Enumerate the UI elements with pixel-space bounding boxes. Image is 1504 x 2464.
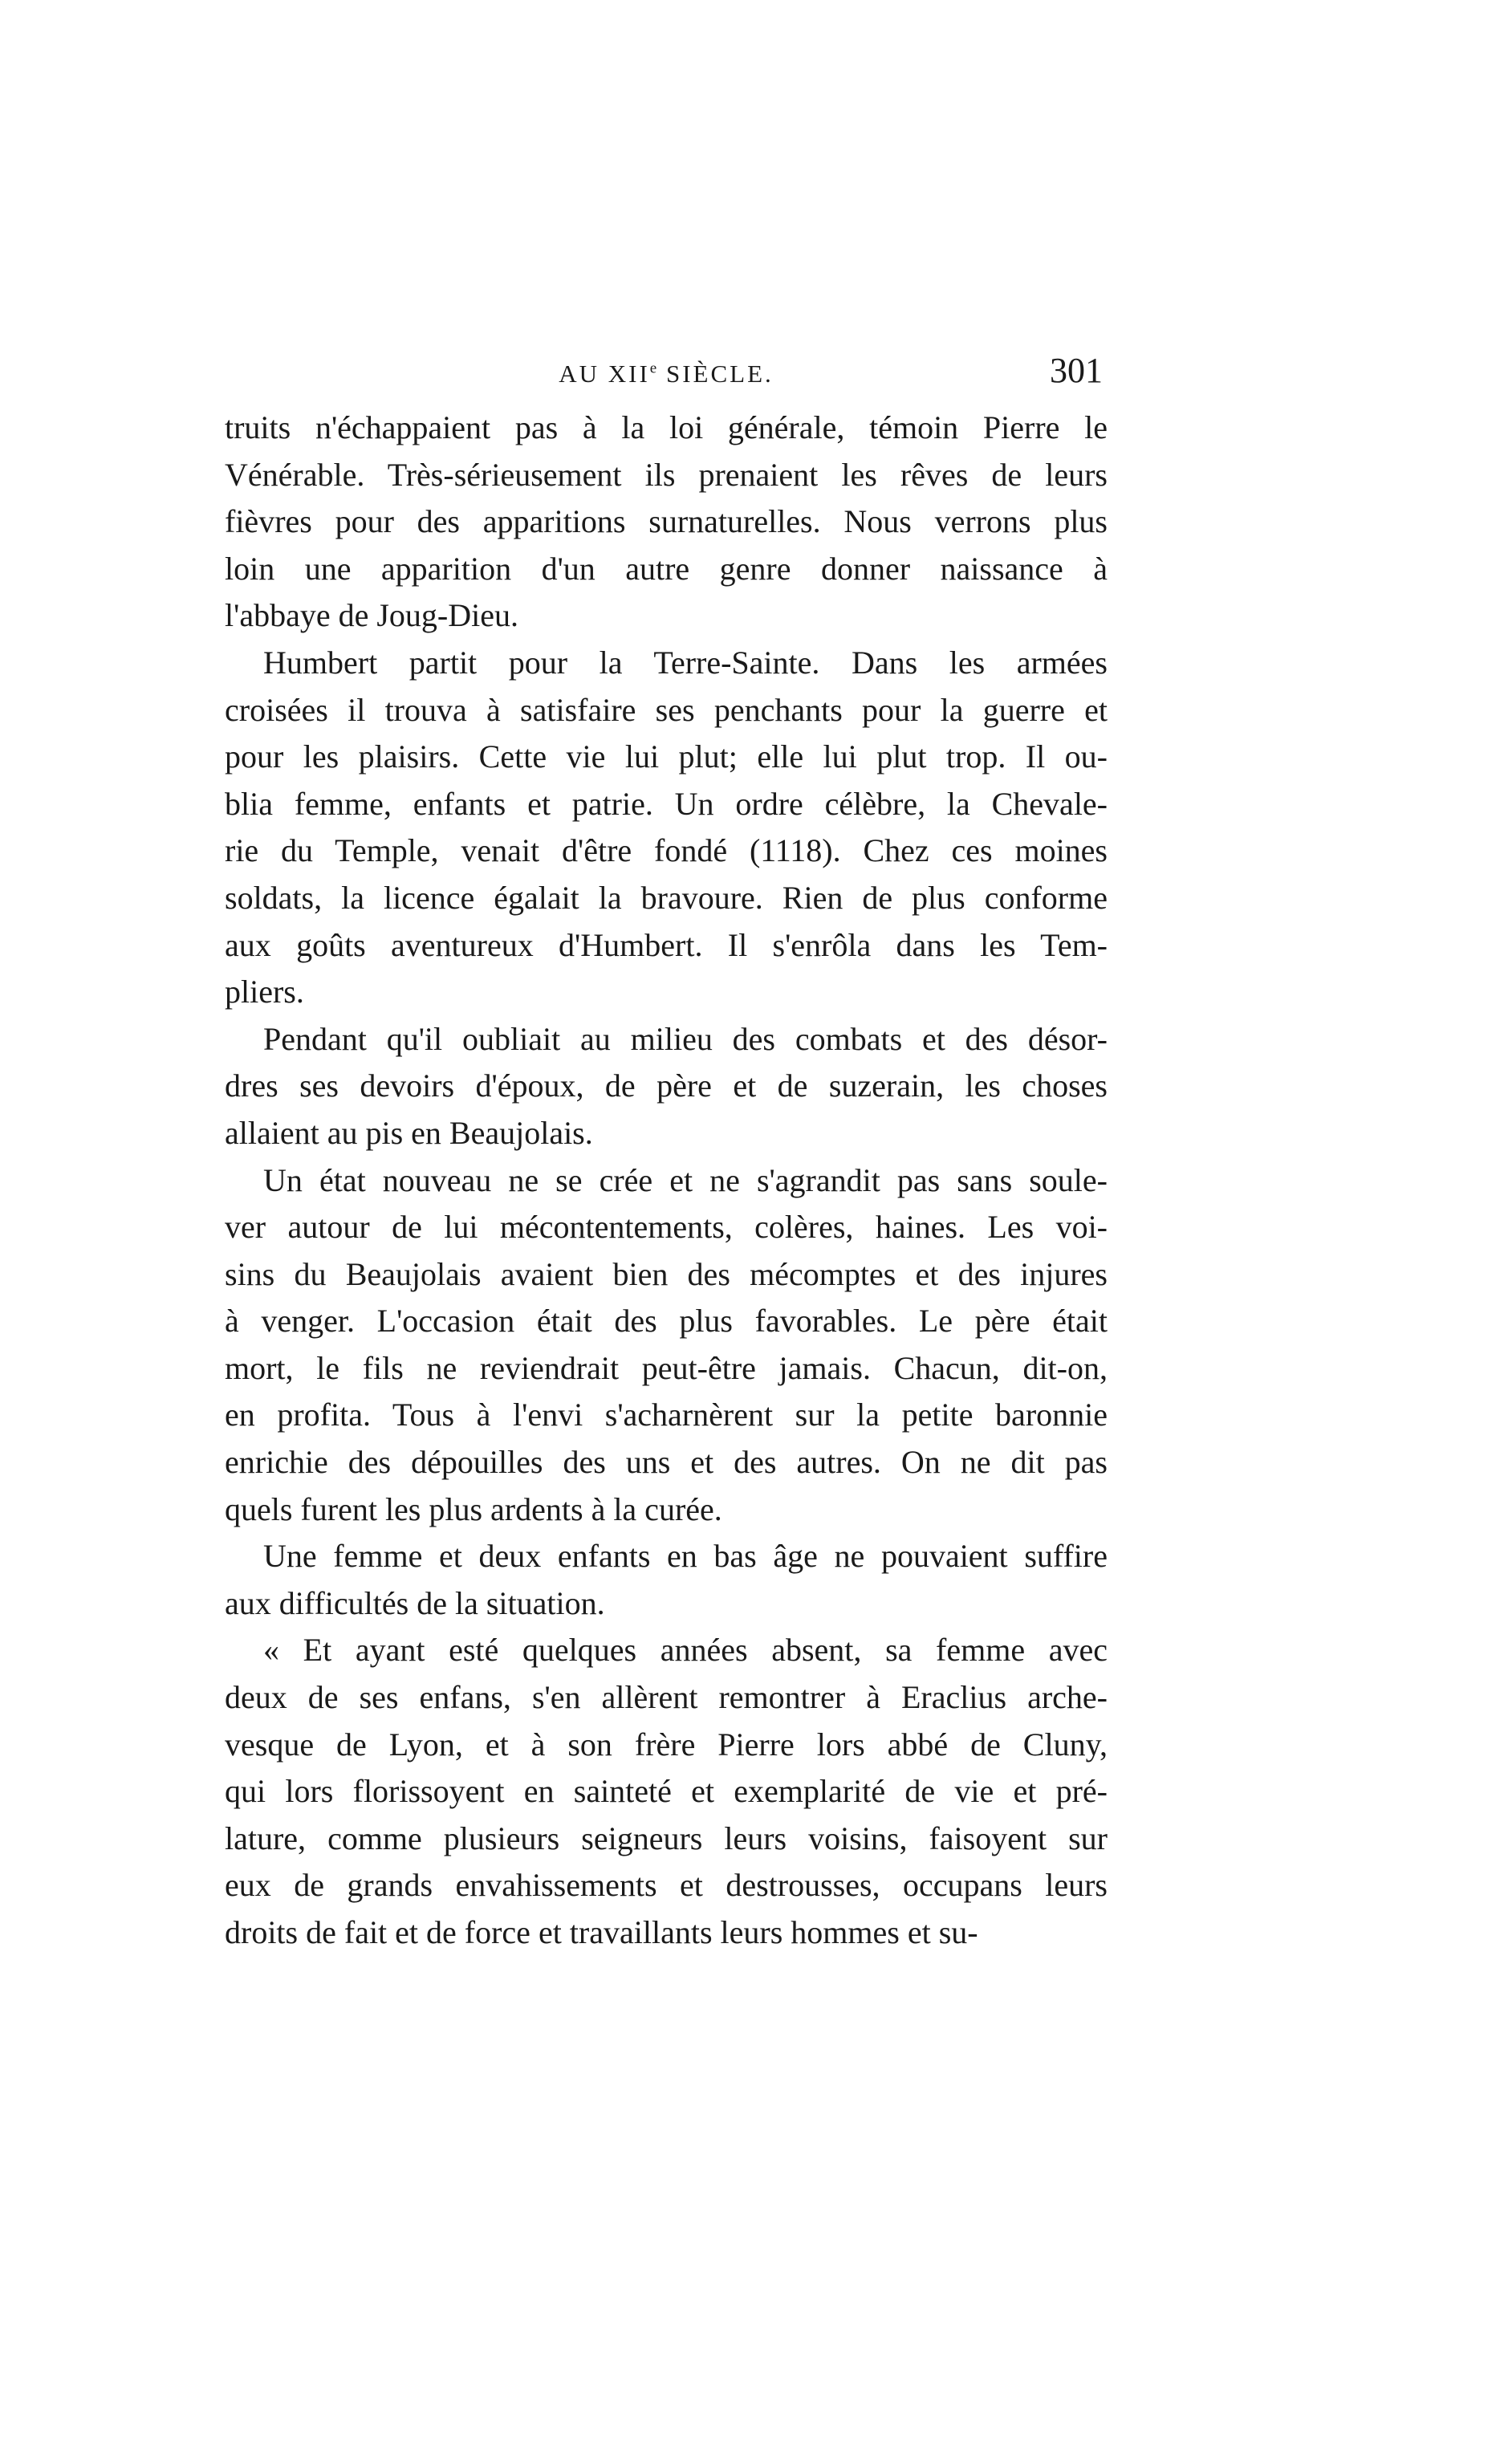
paragraph <box>225 1627 1108 1956</box>
page-number: 301 <box>1050 351 1103 390</box>
paragraph <box>225 1533 1108 1627</box>
text-line: croisées il trouva à satisfaire ses penchants pour la guerre et <box>225 691 1108 728</box>
text-line: l'abbaye de Joug-Dieu. <box>225 597 518 634</box>
running-title-prefix: AU XII <box>559 360 650 388</box>
text-line: aux difficultés de la situation. <box>225 1584 605 1621</box>
text-line: fièvres pour des apparitions surnaturelles. Nous verrons plus <box>225 503 1108 540</box>
text-line: vesque de Lyon, et à son frère Pierre lors abbé de Cluny, <box>225 1726 1108 1763</box>
running-title <box>225 360 1108 388</box>
text-line: loin une apparition d'un autre genre donner naissance à <box>225 550 1108 587</box>
text-line: à venger. L'occasion était des plus favorables. Le père était <box>225 1303 1108 1340</box>
text-line: lature, comme plusieurs seigneurs leurs voisins, faisoyent sur <box>225 1820 1108 1856</box>
text-line: ver autour de lui mécontentements, colères, haines. Les voi- <box>225 1209 1108 1246</box>
book-page <box>225 345 1108 1957</box>
text-line: qui lors florissoyent en sainteté et exemplarité de vie et pré- <box>225 1773 1108 1810</box>
text-line: Une femme et deux enfants en bas âge ne pouvaient suffire <box>263 1538 1108 1575</box>
text-line: Vénérable. Très-sérieusement ils prenaient les rêves de leurs <box>225 456 1108 493</box>
text-line: allaient au pis en Beaujolais. <box>225 1114 593 1151</box>
text-line: pour les plaisirs. Cette vie lui plut; elle lui plut trop. Il ou- <box>225 738 1108 775</box>
text-line: rie du Temple, venait d'être fondé (1118). Chez ces moines <box>225 832 1108 869</box>
text-line: quels furent les plus ardents à la curée. <box>225 1490 722 1527</box>
text-line: Un état nouveau ne se crée et ne s'agrandit pas sans soule- <box>263 1161 1108 1198</box>
paragraph <box>225 640 1108 1016</box>
text-line: sins du Beaujolais avaient bien des mécomptes et des injures <box>225 1255 1108 1292</box>
text-line: Pendant qu'il oubliait au milieu des combats et des désor- <box>263 1020 1108 1057</box>
running-title-suffix: SIÈCLE. <box>657 360 774 388</box>
text-line: truits n'échappaient pas à la loi générale, témoin Pierre le <box>225 409 1108 445</box>
text-line: « Et ayant esté quelques années absent, sa femme avec <box>263 1632 1108 1669</box>
running-head <box>225 345 1108 393</box>
text-line: soldats, la licence égalait la bravoure. Rien de plus conforme <box>225 879 1108 916</box>
text-line: mort, le fils ne reviendrait peut-être jamais. Chacun, dit-on, <box>225 1349 1108 1386</box>
text-line: aux goûts aventureux d'Humbert. Il s'enrôla dans les Tem- <box>225 926 1108 963</box>
text-line: enrichie des dépouilles des uns et des autres. On ne dit pas <box>225 1444 1108 1481</box>
body-text <box>225 405 1108 1957</box>
text-line: blia femme, enfants et patrie. Un ordre célèbre, la Chevale- <box>225 785 1108 822</box>
text-line: Humbert partit pour la Terre-Sainte. Dans les armées <box>263 644 1108 681</box>
running-title-superscript: e <box>649 360 658 377</box>
text-line: en profita. Tous à l'envi s'acharnèrent sur la petite baronnie <box>225 1397 1108 1433</box>
text-line: eux de grands envahissements et destrousses, occupans leurs <box>225 1867 1108 1904</box>
text-line: deux de ses enfans, s'en allèrent remontrer à Eraclius arche- <box>225 1679 1108 1716</box>
text-line: dres ses devoirs d'époux, de père et de suzerain, les choses <box>225 1067 1108 1104</box>
text-line: pliers. <box>225 974 304 1010</box>
text-line: droits de fait et de force et travaillants leurs hommes et su- <box>225 1914 978 1950</box>
paragraph <box>225 405 1108 640</box>
paragraph <box>225 1016 1108 1157</box>
paragraph <box>225 1157 1108 1534</box>
